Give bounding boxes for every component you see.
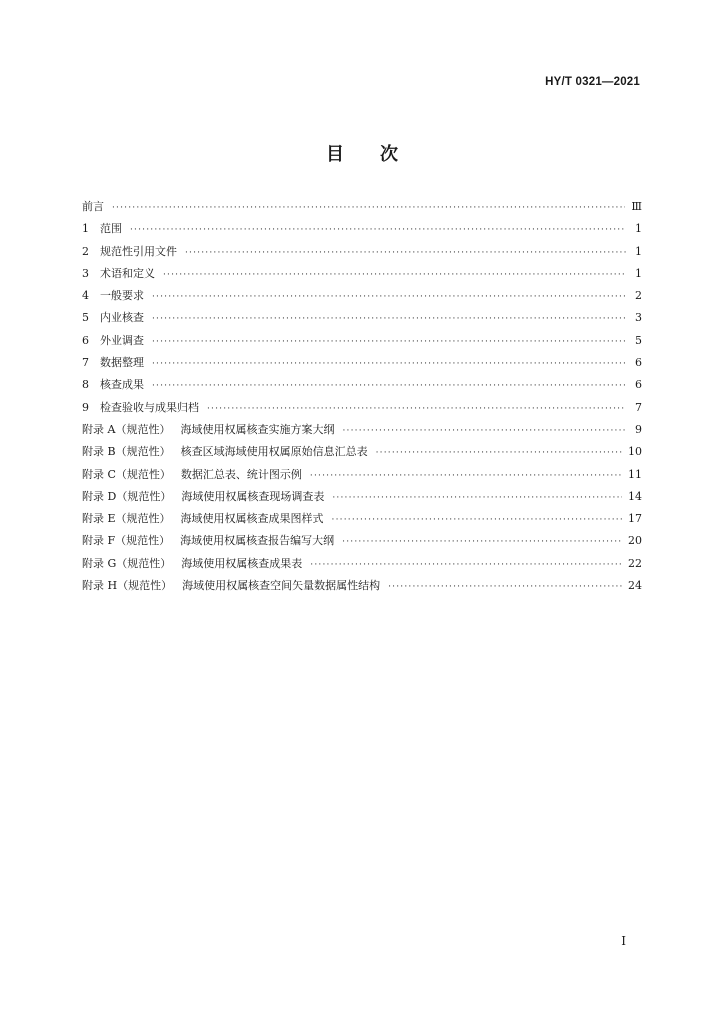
toc-entry[interactable] xyxy=(82,532,642,554)
toc-entry-page: 5 xyxy=(635,333,642,347)
toc-entry-label: 海域使用权属核查报告编写大纲 xyxy=(180,534,335,548)
toc-entry-number: 3 xyxy=(82,266,89,280)
toc-entry-label: 前言 xyxy=(82,200,104,213)
toc-entry-page: 20 xyxy=(628,534,642,548)
toc-entry-label: 检查验收与成果归档 xyxy=(100,400,199,414)
toc-entry-number: 附录 B（规范性） xyxy=(82,445,171,459)
toc-entry[interactable] xyxy=(82,220,642,242)
toc-entry-number: 1 xyxy=(82,222,89,236)
toc-entry[interactable] xyxy=(82,376,642,398)
toc-leader-dots xyxy=(388,582,622,592)
toc-leader-dots xyxy=(112,203,625,213)
toc-entry-label: 海域使用权属核查成果图样式 xyxy=(180,512,324,526)
toc-entry-page: 1 xyxy=(635,244,642,258)
toc-entry-page: 1 xyxy=(635,266,642,280)
toc-leader-dots xyxy=(376,448,622,458)
toc-leader-dots xyxy=(310,560,622,570)
toc-entry-number: 附录 C（规范性） xyxy=(82,467,171,481)
toc-entry-page: 6 xyxy=(635,378,642,392)
toc-leader-dots xyxy=(342,426,626,436)
toc-entry-number: 8 xyxy=(82,378,89,392)
toc-entry[interactable] xyxy=(82,577,642,599)
toc-entry-page: 1 xyxy=(635,222,642,236)
toc-entry-number: 5 xyxy=(82,311,89,325)
toc-entry-page: 17 xyxy=(628,512,642,526)
toc-title: 目次 xyxy=(326,144,434,165)
toc-entry-number: 附录 E（规范性） xyxy=(82,512,171,526)
toc-entry-label: 海域使用权属核查成果表 xyxy=(181,556,303,570)
toc-entry-label: 数据整理 xyxy=(100,356,144,370)
toc-entry-label: 一般要求 xyxy=(100,289,144,303)
toc-entry-page: Ⅲ xyxy=(631,200,642,213)
toc-entry-page: 22 xyxy=(628,556,642,570)
toc-entry-label: 范围 xyxy=(100,222,122,236)
toc-entry[interactable] xyxy=(82,287,642,309)
standard-code: HY/T 0321—2021 xyxy=(545,76,640,88)
toc-leader-dots xyxy=(152,314,626,324)
toc-entry[interactable] xyxy=(82,309,642,331)
toc-entry-page: 11 xyxy=(628,467,642,481)
toc-leader-dots xyxy=(310,471,622,481)
toc-entry[interactable] xyxy=(82,466,642,488)
toc-entry-label: 数据汇总表、统计图示例 xyxy=(180,467,302,481)
toc-entry-page: 7 xyxy=(635,400,642,414)
toc-entry-page: 10 xyxy=(628,445,642,459)
toc-leader-dots xyxy=(163,270,626,280)
toc-entry-number: 附录 A（规范性） xyxy=(82,422,171,436)
toc-entry-page: 14 xyxy=(628,489,642,503)
toc-entry-number: 附录 F（规范性） xyxy=(82,534,171,548)
toc-entry-number: 6 xyxy=(82,333,89,347)
toc-entry-number: 4 xyxy=(82,289,89,303)
toc-entry-label: 核查成果 xyxy=(100,378,144,392)
toc-entry-label: 海域使用权属核查现场调查表 xyxy=(181,489,325,503)
toc-entry-label: 海域使用权属核查实施方案大纲 xyxy=(180,422,335,436)
toc-entry-number: 附录 H（规范性） xyxy=(82,579,173,593)
toc-entry[interactable] xyxy=(82,555,642,577)
toc-leader-dots xyxy=(152,381,626,391)
toc-entry[interactable] xyxy=(82,332,642,354)
toc-entry[interactable] xyxy=(82,243,642,265)
toc-entry-label: 海域使用权属核查空间矢量数据属性结构 xyxy=(182,579,381,593)
toc-entry-number: 2 xyxy=(82,244,89,258)
toc-entry-number: 附录 G（规范性） xyxy=(82,556,172,570)
toc-entry[interactable] xyxy=(82,265,642,287)
toc-leader-dots xyxy=(152,359,626,369)
toc-entry-page: 2 xyxy=(635,289,642,303)
toc-entry[interactable] xyxy=(82,354,642,376)
table-of-contents xyxy=(82,198,642,599)
toc-entry[interactable] xyxy=(82,510,642,532)
toc-entry-label: 术语和定义 xyxy=(100,266,155,280)
toc-leader-dots xyxy=(207,404,626,414)
toc-entry-label: 核查区域海域使用权属原始信息汇总表 xyxy=(180,445,368,459)
toc-leader-dots xyxy=(185,248,626,258)
toc-entry-label: 规范性引用文件 xyxy=(100,244,177,258)
toc-entry[interactable] xyxy=(82,421,642,443)
page-number: I xyxy=(621,934,626,948)
toc-leader-dots xyxy=(152,337,626,347)
toc-entry[interactable] xyxy=(82,198,642,220)
toc-entry[interactable] xyxy=(82,488,642,510)
toc-leader-dots xyxy=(332,493,622,503)
toc-entry-page: 9 xyxy=(635,422,642,436)
toc-leader-dots xyxy=(130,225,626,235)
toc-entry-number: 附录 D（规范性） xyxy=(82,489,172,503)
toc-entry[interactable] xyxy=(82,443,642,465)
toc-entry-page: 24 xyxy=(628,579,642,593)
toc-entry-page: 3 xyxy=(635,311,642,325)
toc-leader-dots xyxy=(342,537,622,547)
toc-entry[interactable] xyxy=(82,399,642,421)
toc-entry-page: 6 xyxy=(635,356,642,370)
toc-entry-label: 内业核查 xyxy=(100,311,144,325)
toc-leader-dots xyxy=(152,292,626,302)
toc-entry-number: 9 xyxy=(82,400,89,414)
toc-leader-dots xyxy=(332,515,622,525)
toc-entry-label: 外业调查 xyxy=(100,333,144,347)
toc-entry-number: 7 xyxy=(82,356,89,370)
